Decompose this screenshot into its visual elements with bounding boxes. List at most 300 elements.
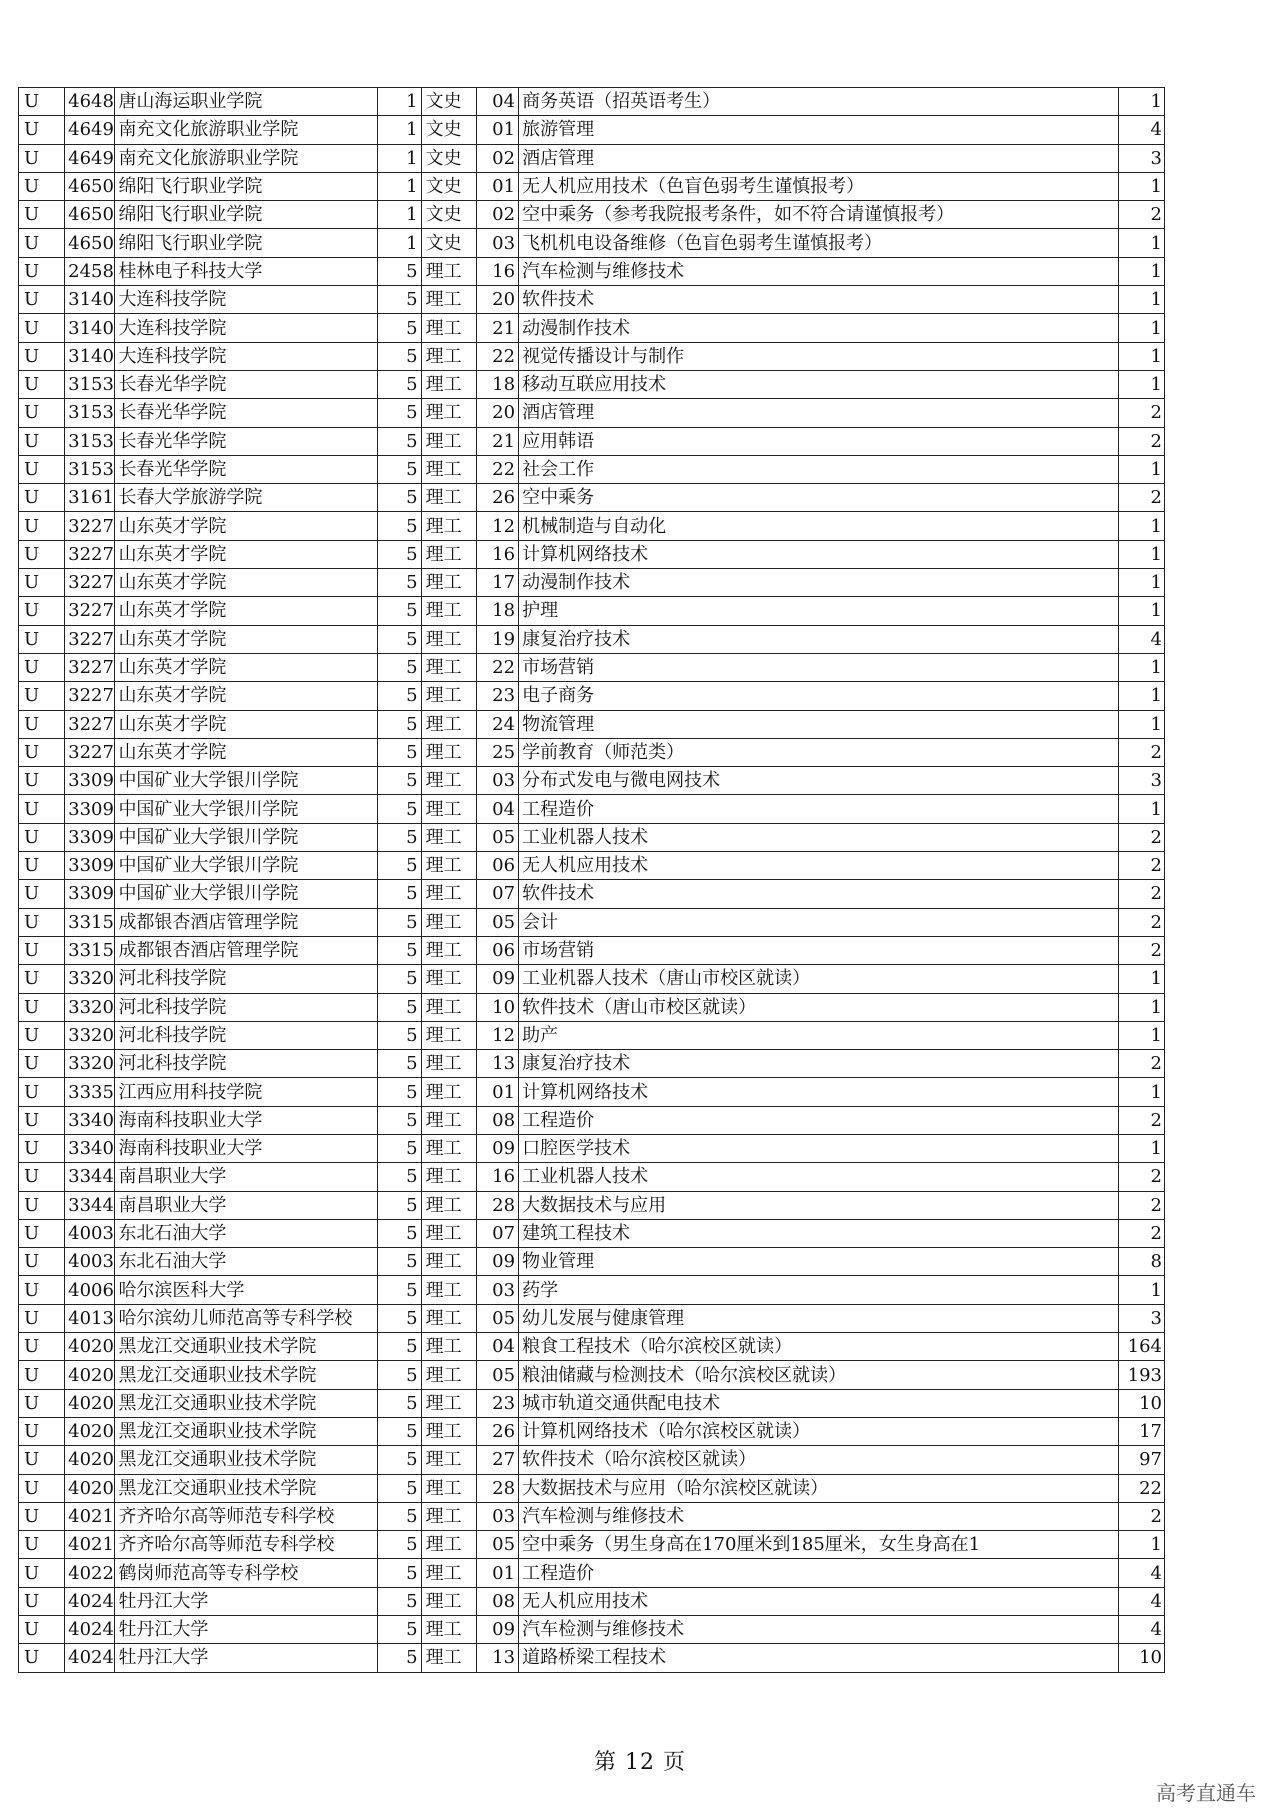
table-row <box>19 710 1165 738</box>
plan-type-cell: 5 <box>377 993 421 1021</box>
track-cell: 理工 <box>421 1163 477 1191</box>
major-code-cell: 01 <box>477 1559 519 1587</box>
track-cell: 理工 <box>421 682 477 710</box>
school-name-cell: 黑龙江交通职业技术学院 <box>115 1474 377 1502</box>
major-name-cell: 物业管理 <box>519 1248 1119 1276</box>
batch-cell: U <box>19 1474 65 1502</box>
major-code-cell: 19 <box>477 625 519 653</box>
school-name-cell: 中国矿业大学银川学院 <box>115 795 377 823</box>
plan-type-cell: 1 <box>377 201 421 229</box>
track-cell: 理工 <box>421 1644 477 1672</box>
plan-type-cell: 5 <box>377 1559 421 1587</box>
school-name-cell: 桂林电子科技大学 <box>115 257 377 285</box>
school-name-cell: 山东英才学院 <box>115 597 377 625</box>
table-row <box>19 852 1165 880</box>
table-row <box>19 1191 1165 1219</box>
table-row <box>19 1644 1165 1672</box>
batch-cell: U <box>19 1587 65 1615</box>
plan-type-cell: 5 <box>377 965 421 993</box>
table-row <box>19 767 1165 795</box>
major-code-cell: 02 <box>477 201 519 229</box>
plan-type-cell: 5 <box>377 682 421 710</box>
quota-cell: 2 <box>1118 1191 1164 1219</box>
quota-cell: 2 <box>1118 201 1164 229</box>
major-code-cell: 04 <box>477 795 519 823</box>
batch-cell: U <box>19 993 65 1021</box>
school-code-cell: 3161 <box>65 484 115 512</box>
table-row <box>19 993 1165 1021</box>
school-name-cell: 中国矿业大学银川学院 <box>115 880 377 908</box>
table-row <box>19 1502 1165 1530</box>
plan-type-cell: 5 <box>377 852 421 880</box>
school-name-cell: 齐齐哈尔高等师范专科学校 <box>115 1502 377 1530</box>
major-name-cell: 动漫制作技术 <box>519 569 1119 597</box>
major-name-cell: 会计 <box>519 908 1119 936</box>
school-code-cell: 3320 <box>65 1050 115 1078</box>
batch-cell: U <box>19 936 65 964</box>
school-name-cell: 长春大学旅游学院 <box>115 484 377 512</box>
plan-type-cell: 1 <box>377 116 421 144</box>
quota-cell: 1 <box>1118 88 1164 116</box>
school-name-cell: 哈尔滨医科大学 <box>115 1276 377 1304</box>
school-name-cell: 牡丹江大学 <box>115 1616 377 1644</box>
school-code-cell: 3153 <box>65 455 115 483</box>
school-name-cell: 山东英才学院 <box>115 512 377 540</box>
quota-cell: 1 <box>1118 569 1164 597</box>
track-cell: 理工 <box>421 710 477 738</box>
school-name-cell: 成都银杏酒店管理学院 <box>115 908 377 936</box>
plan-type-cell: 5 <box>377 1446 421 1474</box>
plan-type-cell: 5 <box>377 342 421 370</box>
major-name-cell: 学前教育（师范类） <box>519 738 1119 766</box>
track-cell: 理工 <box>421 1276 477 1304</box>
table-row <box>19 512 1165 540</box>
quota-cell: 1 <box>1118 1134 1164 1162</box>
major-code-cell: 12 <box>477 512 519 540</box>
plan-type-cell: 5 <box>377 1248 421 1276</box>
track-cell: 理工 <box>421 1106 477 1134</box>
major-code-cell: 16 <box>477 540 519 568</box>
school-code-cell: 3140 <box>65 286 115 314</box>
major-name-cell: 大数据技术与应用 <box>519 1191 1119 1219</box>
school-code-cell: 4650 <box>65 201 115 229</box>
major-name-cell: 城市轨道交通供配电技术 <box>519 1389 1119 1417</box>
major-name-cell: 工业机器人技术 <box>519 1163 1119 1191</box>
school-name-cell: 牡丹江大学 <box>115 1644 377 1672</box>
major-code-cell: 08 <box>477 1587 519 1615</box>
major-name-cell: 机械制造与自动化 <box>519 512 1119 540</box>
school-code-cell: 4003 <box>65 1219 115 1247</box>
major-code-cell: 07 <box>477 1219 519 1247</box>
school-name-cell: 成都银杏酒店管理学院 <box>115 936 377 964</box>
school-code-cell: 4649 <box>65 144 115 172</box>
table-row <box>19 1078 1165 1106</box>
track-cell: 理工 <box>421 1474 477 1502</box>
track-cell: 理工 <box>421 880 477 908</box>
batch-cell: U <box>19 512 65 540</box>
plan-type-cell: 5 <box>377 569 421 597</box>
major-name-cell: 助产 <box>519 1021 1119 1049</box>
school-name-cell: 哈尔滨幼儿师范高等专科学校 <box>115 1304 377 1332</box>
batch-cell: U <box>19 257 65 285</box>
plan-type-cell: 5 <box>377 1502 421 1530</box>
school-code-cell: 4020 <box>65 1333 115 1361</box>
quota-cell: 2 <box>1118 823 1164 851</box>
table-row <box>19 1050 1165 1078</box>
major-code-cell: 24 <box>477 710 519 738</box>
table-row <box>19 427 1165 455</box>
batch-cell: U <box>19 1050 65 1078</box>
major-code-cell: 23 <box>477 682 519 710</box>
school-name-cell: 东北石油大学 <box>115 1248 377 1276</box>
major-code-cell: 01 <box>477 1078 519 1106</box>
batch-cell: U <box>19 172 65 200</box>
table-row <box>19 1361 1165 1389</box>
major-name-cell: 口腔医学技术 <box>519 1134 1119 1162</box>
quota-cell: 2 <box>1118 936 1164 964</box>
table-row <box>19 399 1165 427</box>
school-name-cell: 河北科技学院 <box>115 1050 377 1078</box>
plan-type-cell: 5 <box>377 314 421 342</box>
major-name-cell: 大数据技术与应用（哈尔滨校区就读） <box>519 1474 1119 1502</box>
batch-cell: U <box>19 1276 65 1304</box>
major-code-cell: 09 <box>477 1248 519 1276</box>
track-cell: 理工 <box>421 399 477 427</box>
batch-cell: U <box>19 880 65 908</box>
school-code-cell: 3309 <box>65 880 115 908</box>
major-code-cell: 04 <box>477 88 519 116</box>
table-body <box>19 88 1165 1673</box>
batch-cell: U <box>19 1078 65 1106</box>
batch-cell: U <box>19 116 65 144</box>
plan-type-cell: 5 <box>377 1333 421 1361</box>
major-name-cell: 分布式发电与微电网技术 <box>519 767 1119 795</box>
major-name-cell: 物流管理 <box>519 710 1119 738</box>
table-row <box>19 1248 1165 1276</box>
major-name-cell: 无人机应用技术（色盲色弱考生谨慎报考） <box>519 172 1119 200</box>
school-name-cell: 齐齐哈尔高等师范专科学校 <box>115 1531 377 1559</box>
table-row <box>19 1616 1165 1644</box>
plan-type-cell: 5 <box>377 370 421 398</box>
plan-type-cell: 5 <box>377 653 421 681</box>
track-cell: 理工 <box>421 1531 477 1559</box>
batch-cell: U <box>19 88 65 116</box>
school-code-cell: 4024 <box>65 1644 115 1672</box>
batch-cell: U <box>19 1248 65 1276</box>
plan-type-cell: 5 <box>377 1389 421 1417</box>
quota-cell: 4 <box>1118 116 1164 144</box>
major-name-cell: 软件技术（唐山市校区就读） <box>519 993 1119 1021</box>
plan-type-cell: 5 <box>377 1276 421 1304</box>
school-name-cell: 唐山海运职业学院 <box>115 88 377 116</box>
batch-cell: U <box>19 1333 65 1361</box>
quota-cell: 1 <box>1118 1078 1164 1106</box>
batch-cell: U <box>19 1021 65 1049</box>
quota-cell: 1 <box>1118 172 1164 200</box>
table-row <box>19 625 1165 653</box>
table-row <box>19 455 1165 483</box>
table-row <box>19 936 1165 964</box>
batch-cell: U <box>19 1559 65 1587</box>
batch-cell: U <box>19 1361 65 1389</box>
school-name-cell: 长春光华学院 <box>115 427 377 455</box>
batch-cell: U <box>19 370 65 398</box>
track-cell: 理工 <box>421 1446 477 1474</box>
major-name-cell: 商务英语（招英语考生） <box>519 88 1119 116</box>
school-name-cell: 黑龙江交通职业技术学院 <box>115 1333 377 1361</box>
quota-cell: 8 <box>1118 1248 1164 1276</box>
major-code-cell: 10 <box>477 993 519 1021</box>
school-code-cell: 4022 <box>65 1559 115 1587</box>
table-row <box>19 1276 1165 1304</box>
plan-type-cell: 5 <box>377 1474 421 1502</box>
batch-cell: U <box>19 625 65 653</box>
plan-type-cell: 1 <box>377 144 421 172</box>
major-code-cell: 01 <box>477 116 519 144</box>
track-cell: 理工 <box>421 936 477 964</box>
school-name-cell: 中国矿业大学银川学院 <box>115 767 377 795</box>
quota-cell: 1 <box>1118 795 1164 823</box>
table-row <box>19 1304 1165 1332</box>
school-name-cell: 山东英才学院 <box>115 653 377 681</box>
school-code-cell: 3227 <box>65 625 115 653</box>
school-code-cell: 3153 <box>65 370 115 398</box>
quota-cell: 1 <box>1118 1021 1164 1049</box>
school-code-cell: 3340 <box>65 1134 115 1162</box>
quota-cell: 1 <box>1118 597 1164 625</box>
quota-cell: 2 <box>1118 908 1164 936</box>
school-code-cell: 3227 <box>65 682 115 710</box>
batch-cell: U <box>19 455 65 483</box>
school-code-cell: 4013 <box>65 1304 115 1332</box>
quota-cell: 1 <box>1118 512 1164 540</box>
table-row <box>19 908 1165 936</box>
school-code-cell: 4006 <box>65 1276 115 1304</box>
major-name-cell: 汽车检测与维修技术 <box>519 1502 1119 1530</box>
major-name-cell: 药学 <box>519 1276 1119 1304</box>
quota-cell: 2 <box>1118 852 1164 880</box>
track-cell: 理工 <box>421 597 477 625</box>
quota-cell: 1 <box>1118 342 1164 370</box>
quota-cell: 3 <box>1118 767 1164 795</box>
school-code-cell: 3320 <box>65 993 115 1021</box>
school-name-cell: 南昌职业大学 <box>115 1191 377 1219</box>
track-cell: 理工 <box>421 625 477 653</box>
school-name-cell: 大连科技学院 <box>115 314 377 342</box>
track-cell: 理工 <box>421 1587 477 1615</box>
major-code-cell: 21 <box>477 314 519 342</box>
major-code-cell: 22 <box>477 653 519 681</box>
major-name-cell: 空中乘务 <box>519 484 1119 512</box>
major-name-cell: 动漫制作技术 <box>519 314 1119 342</box>
plan-type-cell: 5 <box>377 455 421 483</box>
plan-type-cell: 5 <box>377 936 421 964</box>
school-name-cell: 大连科技学院 <box>115 342 377 370</box>
track-cell: 文史 <box>421 172 477 200</box>
batch-cell: U <box>19 569 65 597</box>
batch-cell: U <box>19 738 65 766</box>
batch-cell: U <box>19 1446 65 1474</box>
batch-cell: U <box>19 823 65 851</box>
school-code-cell: 3344 <box>65 1163 115 1191</box>
batch-cell: U <box>19 144 65 172</box>
school-code-cell: 3315 <box>65 908 115 936</box>
major-code-cell: 13 <box>477 1050 519 1078</box>
table-row <box>19 1163 1165 1191</box>
major-code-cell: 28 <box>477 1191 519 1219</box>
plan-type-cell: 5 <box>377 427 421 455</box>
school-code-cell: 3320 <box>65 1021 115 1049</box>
plan-type-cell: 5 <box>377 1106 421 1134</box>
school-code-cell: 3227 <box>65 540 115 568</box>
major-name-cell: 无人机应用技术 <box>519 852 1119 880</box>
school-code-cell: 3227 <box>65 512 115 540</box>
plan-type-cell: 5 <box>377 1417 421 1445</box>
school-name-cell: 绵阳飞行职业学院 <box>115 172 377 200</box>
table-row <box>19 229 1165 257</box>
table-row <box>19 965 1165 993</box>
quota-cell: 10 <box>1118 1644 1164 1672</box>
quota-cell: 4 <box>1118 1616 1164 1644</box>
quota-cell: 1 <box>1118 455 1164 483</box>
major-code-cell: 18 <box>477 597 519 625</box>
track-cell: 理工 <box>421 823 477 851</box>
track-cell: 理工 <box>421 738 477 766</box>
major-code-cell: 22 <box>477 342 519 370</box>
school-code-cell: 4020 <box>65 1474 115 1502</box>
enrollment-table <box>18 87 1165 1673</box>
major-code-cell: 05 <box>477 908 519 936</box>
quota-cell: 1 <box>1118 993 1164 1021</box>
school-code-cell: 3153 <box>65 399 115 427</box>
school-code-cell: 3227 <box>65 653 115 681</box>
quota-cell: 2 <box>1118 427 1164 455</box>
table-row <box>19 172 1165 200</box>
track-cell: 文史 <box>421 116 477 144</box>
school-name-cell: 中国矿业大学银川学院 <box>115 852 377 880</box>
school-code-cell: 4021 <box>65 1502 115 1530</box>
track-cell: 文史 <box>421 88 477 116</box>
school-code-cell: 4648 <box>65 88 115 116</box>
major-name-cell: 汽车检测与维修技术 <box>519 1616 1119 1644</box>
school-code-cell: 3227 <box>65 569 115 597</box>
major-code-cell: 05 <box>477 1531 519 1559</box>
track-cell: 理工 <box>421 342 477 370</box>
table-row <box>19 1333 1165 1361</box>
school-name-cell: 海南科技职业大学 <box>115 1134 377 1162</box>
plan-type-cell: 5 <box>377 880 421 908</box>
plan-type-cell: 5 <box>377 1134 421 1162</box>
quota-cell: 1 <box>1118 710 1164 738</box>
plan-type-cell: 5 <box>377 1587 421 1615</box>
batch-cell: U <box>19 1106 65 1134</box>
major-code-cell: 22 <box>477 455 519 483</box>
major-code-cell: 03 <box>477 1276 519 1304</box>
quota-cell: 3 <box>1118 144 1164 172</box>
major-name-cell: 工程造价 <box>519 1559 1119 1587</box>
track-cell: 理工 <box>421 1304 477 1332</box>
school-name-cell: 河北科技学院 <box>115 1021 377 1049</box>
table-row <box>19 1417 1165 1445</box>
batch-cell: U <box>19 1163 65 1191</box>
quota-cell: 2 <box>1118 1502 1164 1530</box>
major-name-cell: 粮油储藏与检测技术（哈尔滨校区就读） <box>519 1361 1119 1389</box>
school-code-cell: 4020 <box>65 1446 115 1474</box>
major-name-cell: 工程造价 <box>519 1106 1119 1134</box>
table-row <box>19 1531 1165 1559</box>
school-code-cell: 3309 <box>65 795 115 823</box>
major-code-cell: 05 <box>477 1361 519 1389</box>
school-name-cell: 东北石油大学 <box>115 1219 377 1247</box>
plan-type-cell: 1 <box>377 172 421 200</box>
table-row <box>19 201 1165 229</box>
major-code-cell: 16 <box>477 1163 519 1191</box>
batch-cell: U <box>19 653 65 681</box>
school-code-cell: 4020 <box>65 1389 115 1417</box>
table-row <box>19 880 1165 908</box>
major-code-cell: 20 <box>477 399 519 427</box>
batch-cell: U <box>19 286 65 314</box>
quota-cell: 2 <box>1118 738 1164 766</box>
table-row <box>19 653 1165 681</box>
track-cell: 理工 <box>421 257 477 285</box>
table-row <box>19 795 1165 823</box>
major-code-cell: 13 <box>477 1644 519 1672</box>
major-code-cell: 28 <box>477 1474 519 1502</box>
school-name-cell: 中国矿业大学银川学院 <box>115 823 377 851</box>
school-name-cell: 绵阳飞行职业学院 <box>115 229 377 257</box>
track-cell: 理工 <box>421 286 477 314</box>
track-cell: 理工 <box>421 852 477 880</box>
track-cell: 文史 <box>421 229 477 257</box>
major-name-cell: 计算机网络技术 <box>519 1078 1119 1106</box>
school-code-cell: 3340 <box>65 1106 115 1134</box>
table-row <box>19 597 1165 625</box>
major-name-cell: 软件技术（哈尔滨校区就读） <box>519 1446 1119 1474</box>
quota-cell: 193 <box>1118 1361 1164 1389</box>
track-cell: 理工 <box>421 1248 477 1276</box>
major-code-cell: 26 <box>477 484 519 512</box>
school-code-cell: 3227 <box>65 710 115 738</box>
batch-cell: U <box>19 852 65 880</box>
school-code-cell: 3227 <box>65 597 115 625</box>
table-row <box>19 144 1165 172</box>
major-code-cell: 06 <box>477 852 519 880</box>
school-name-cell: 黑龙江交通职业技术学院 <box>115 1389 377 1417</box>
page-number: 第 12 页 <box>594 1750 686 1775</box>
school-code-cell: 2458 <box>65 257 115 285</box>
track-cell: 理工 <box>421 965 477 993</box>
school-name-cell: 大连科技学院 <box>115 286 377 314</box>
major-name-cell: 空中乘务（参考我院报考条件，如不符合请谨慎报考） <box>519 201 1119 229</box>
plan-type-cell: 5 <box>377 1616 421 1644</box>
quota-cell: 10 <box>1118 1389 1164 1417</box>
major-code-cell: 23 <box>477 1389 519 1417</box>
track-cell: 理工 <box>421 1333 477 1361</box>
plan-type-cell: 5 <box>377 908 421 936</box>
track-cell: 理工 <box>421 512 477 540</box>
major-code-cell: 08 <box>477 1106 519 1134</box>
plan-type-cell: 5 <box>377 540 421 568</box>
quota-cell: 2 <box>1118 484 1164 512</box>
major-code-cell: 20 <box>477 286 519 314</box>
major-name-cell: 建筑工程技术 <box>519 1219 1119 1247</box>
major-name-cell: 旅游管理 <box>519 116 1119 144</box>
quota-cell: 2 <box>1118 1050 1164 1078</box>
quota-cell: 2 <box>1118 880 1164 908</box>
plan-type-cell: 5 <box>377 257 421 285</box>
track-cell: 理工 <box>421 1502 477 1530</box>
